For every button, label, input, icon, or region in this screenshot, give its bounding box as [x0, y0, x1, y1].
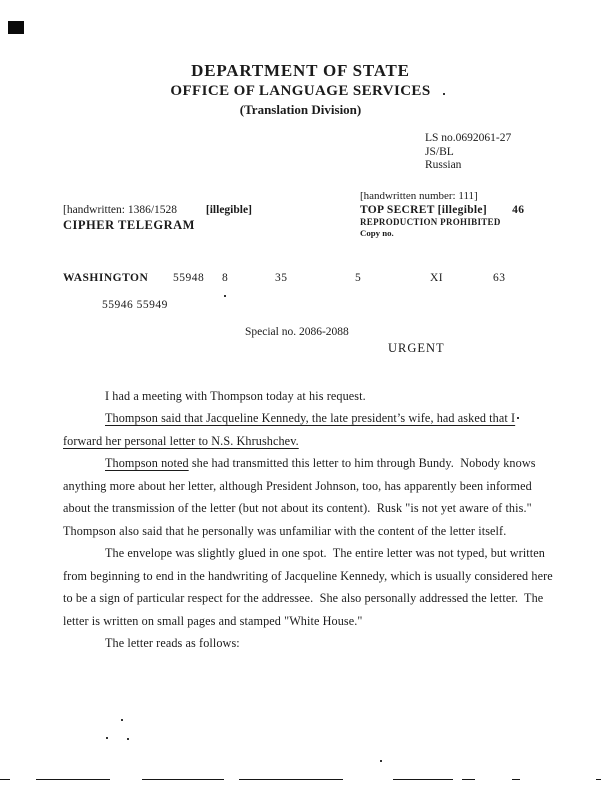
- telegram-block: [63, 204, 252, 233]
- underlined-phrase: Thompson noted: [105, 456, 189, 471]
- scan-speck: [380, 760, 382, 762]
- special-number: Special no. 2086-2088: [245, 326, 349, 338]
- source-language: Russian: [425, 159, 462, 171]
- ls-number: LS no.0692061-27: [425, 132, 512, 144]
- telegram-type-label: CIPHER TELEGRAM: [63, 218, 195, 232]
- routing-col-2: 8: [222, 272, 229, 284]
- reference-block: [425, 132, 511, 173]
- body-paragraph-3-line-2: anything more about her letter, although President Johnson, too, has apparently been informed: [63, 478, 532, 493]
- handwritten-reference: [handwritten: 1386/1528: [63, 204, 178, 216]
- body-paragraph-4-line-2: from beginning to end in the handwriting of Jacqueline Kennedy, which is usually considered here: [63, 568, 553, 583]
- routing-col-4: 5: [355, 272, 362, 284]
- classification-stamp: TOP SECRET [illegible]: [360, 204, 487, 216]
- routing-col-6: 63: [493, 272, 506, 284]
- scan-artifact-line: [239, 779, 343, 780]
- header-division: (Translation Division): [239, 102, 362, 117]
- body-paragraph-3-line-3: about the transmission of the letter (but not about its content). Rusk "is not yet aware of this.": [63, 501, 532, 516]
- telegram-body: [63, 385, 553, 654]
- body-paragraph-3-line-1: [63, 452, 545, 474]
- body-paragraph-4-line-1: The envelope was slightly glued in one spot. The entire letter was not typed, but written: [105, 546, 545, 561]
- routing-city: WASHINGTON: [63, 272, 149, 284]
- body-paragraph-5: The letter reads as follows:: [105, 635, 240, 650]
- body-paragraph-1: I had a meeting with Thompson today at his request.: [105, 389, 366, 403]
- urgent-label: URGENT: [388, 341, 445, 355]
- scan-artifact-line: [462, 779, 475, 780]
- scan-artifact-line: [142, 779, 224, 780]
- copy-number-label: Copy no.: [360, 228, 394, 238]
- routing-serials: 55946 55949: [102, 299, 168, 311]
- security-block: [360, 189, 524, 239]
- scan-artifact-line: [596, 779, 601, 780]
- translator-initials: JS/BL: [425, 145, 454, 158]
- scan-speck: [106, 737, 108, 739]
- handwritten-line: [63, 204, 252, 216]
- body-paragraph-3-line-4: Thompson also said that he personally was unfamiliar with the content of the letter itself.: [63, 523, 507, 538]
- reproduction-notice: REPRODUCTION PROHIBITED: [360, 217, 501, 227]
- body-paragraph-4-line-4: letter is written on small pages and stamped "White House.": [63, 613, 363, 628]
- document-header: [0, 61, 601, 118]
- body-paragraph-2-line-1: Thompson said that Jacqueline Kennedy, the late president’s wife, had asked that I: [105, 411, 516, 426]
- classification-line: [360, 203, 524, 217]
- scan-artifact-line: [512, 779, 520, 780]
- scan-speck: [224, 295, 226, 297]
- routing-col-1: 55948: [173, 272, 205, 284]
- body-paragraph-4-line-3: to be a sign of particular respect for the addressee. She also personally addressed the letter. The: [63, 591, 544, 606]
- scan-speck: [121, 719, 123, 721]
- scan-speck: [443, 93, 445, 95]
- illegible-note: [illegible]: [205, 204, 252, 216]
- routing-col-3: 35: [275, 272, 288, 284]
- routing-col-5: XI: [430, 272, 444, 284]
- scan-artifact-line: [393, 779, 453, 780]
- scan-speck: [517, 417, 519, 419]
- header-office: OFFICE OF LANGUAGE SERVICES: [170, 83, 431, 99]
- classification-number: 46: [512, 204, 525, 216]
- scan-artifact-line: [0, 779, 10, 780]
- header-department: DEPARTMENT OF STATE: [191, 61, 410, 80]
- handwritten-number-note: [handwritten number: 111]: [360, 190, 478, 202]
- scan-artifact-line: [36, 779, 110, 780]
- scan-speck: [127, 738, 129, 740]
- body-paragraph-2-line-2: forward her personal letter to N.S. Khrushchev.: [63, 433, 299, 448]
- scan-corner-mark: [8, 21, 24, 34]
- body-text: she had transmitted this letter to him through Bundy. Nobody knows: [188, 456, 536, 471]
